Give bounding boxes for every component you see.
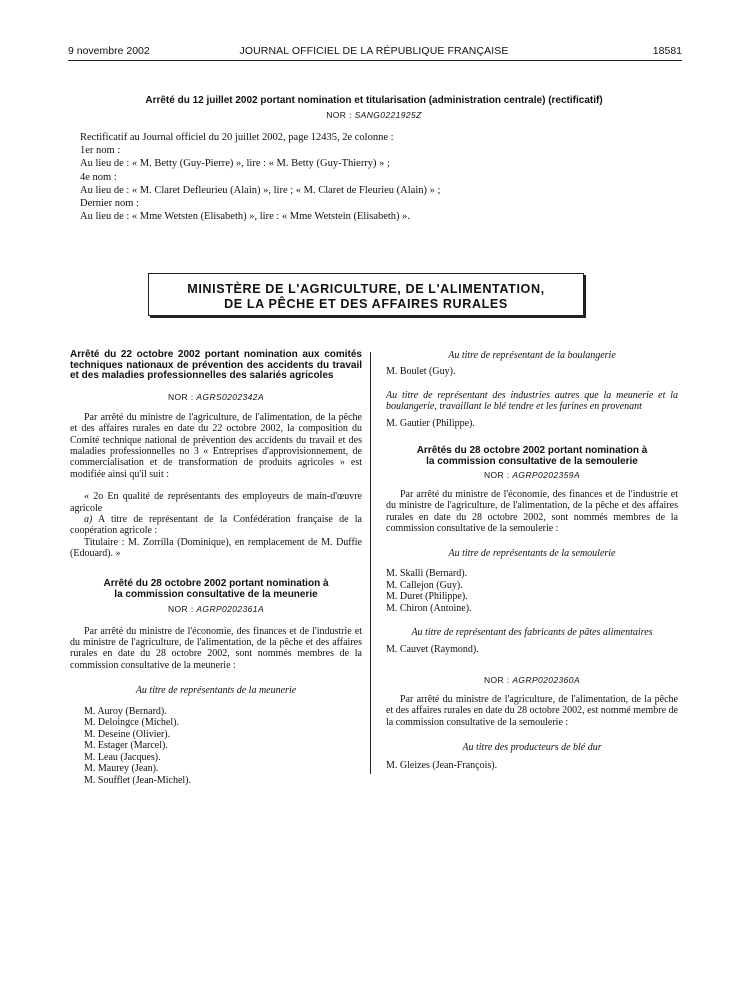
list-item: M. Chiron (Antoine). [386, 602, 472, 614]
column-divider [370, 352, 371, 774]
decree-nor: NOR : AGRP0202359A [483, 470, 581, 481]
top-decree-nor: NOR : SANG0221925Z [326, 110, 422, 120]
header-rule [68, 60, 682, 61]
top-line: Au lieu de : « M. Claret Defleurieu (Alain) », lire ; « M. Claret de Fleurieu (Alain) » ; [80, 184, 441, 196]
decree-paragraph: Par arrêté du ministre de l'économie, des finances et de l'industrie et du ministre de l'agriculture, de l'alimentation, de la pêche et des affaires rurales en date du 28 octobre 2002, sont nommés membres de la commission consultative de la meunerie : [70, 625, 362, 671]
section-subtitle: Au titre de représentants de la semoulerie [448, 547, 616, 559]
top-line: 1er nom : [80, 145, 121, 157]
list-item: M. Duret (Philippe). [386, 591, 468, 603]
decree-nor: NOR : AGRP0202360A [483, 674, 581, 685]
top-line: Dernier nom : [80, 198, 139, 210]
header-date: 9 novembre 2002 [68, 45, 150, 57]
name-list [70, 706, 362, 787]
left-column [70, 350, 362, 786]
decree-title: Arrêtés du 28 octobre 2002 portant nomination à la commission consultative de la semoulerie [416, 445, 648, 468]
decree-nor: NOR : AGRS0202342A [167, 391, 265, 402]
ministry-title-line: MINISTÈRE DE L'AGRICULTURE, DE L'ALIMENTATION, [187, 282, 545, 296]
section-subtitle: Au titre de représentant des fabricants de pâtes alimentaires [411, 627, 653, 639]
list-item: M. Cauvet (Raymond). [386, 644, 479, 656]
list-item: M. Gautier (Philippe). [386, 417, 475, 429]
section-subtitle: Au titre de représentant de la boulangerie [448, 350, 616, 361]
list-item: M. Maurey (Jean). [84, 763, 159, 775]
list-item: M. Gleizes (Jean-François). [386, 759, 498, 771]
list-item: M. Leau (Jacques). [84, 751, 161, 763]
list-item: M. Auroy (Bernard). [84, 705, 167, 717]
list-item: M. Deseine (Olivier). [84, 728, 171, 740]
decree-nor: NOR : AGRP0202361A [167, 603, 265, 614]
list-item: M. Skalli (Bernard). [386, 568, 468, 580]
list-item: M. Deloingce (Michel). [84, 717, 179, 729]
section-subtitle: Au titre de représentants de la meunerie [135, 685, 297, 697]
decree-paragraph: Par arrêté du ministre de l'économie, des finances et de l'industrie et du ministre de l'agriculture, de l'alimentation, de la pêche et des affaires rurales en date du 28 octobre 2002, sont nommés membres de la commission consultative de la semoulerie : [386, 489, 678, 535]
name-list [386, 568, 678, 614]
decree-title: Arrêté du 22 octobre 2002 portant nomination aux comités techniques nationaux de prévention des accidents du travail et des maladies professionnelles des salariés agricoles [70, 349, 362, 382]
top-line: Au lieu de : « M. Betty (Guy-Pierre) », lire : « M. Betty (Guy-Thierry) » ; [80, 158, 390, 170]
decree-paragraph: a) A titre de représentant de la Confédération française de la coopération agricole : [70, 514, 362, 537]
section-subtitle: Au titre de représentant des industries autres que la meunerie et la boulangerie, travaillant le blé tendre et les farines en provenant [386, 389, 678, 413]
journal-title: JOURNAL OFFICIEL DE LA RÉPUBLIQUE FRANÇAISE [239, 45, 509, 57]
list-item: M. Soufflet (Jean-Michel). [84, 774, 192, 786]
page-number: 18581 [652, 45, 682, 57]
decree-paragraph: Titulaire : M. Zorrilla (Dominique), en remplacement de M. Duffie (Edouard). » [70, 536, 362, 560]
decree-paragraph: « 2o En qualité de représentants des employeurs de main-d'œuvre agricole [70, 491, 362, 514]
decree-title: Arrêté du 28 octobre 2002 portant nomination à la commission consultative de la meunerie [103, 577, 329, 600]
ministry-heading-box [148, 273, 584, 316]
list-item: M. Callejon (Guy). [386, 579, 463, 591]
right-column [386, 350, 678, 771]
top-decree-body [80, 131, 670, 223]
top-line: Rectificatif au Journal officiel du 20 juillet 2002, page 12435, 2e colonne : [80, 132, 394, 143]
top-decree-title: Arrêté du 12 juillet 2002 portant nomination et titularisation (administration centrale) (rectificatif) [145, 95, 603, 106]
section-subtitle: Au titre des producteurs de blé dur [462, 742, 602, 754]
ministry-title-line: DE LA PÊCHE ET DES AFFAIRES RURALES [224, 296, 508, 311]
ministry-title [149, 282, 583, 311]
list-item: M. Estager (Marcel). [84, 740, 168, 752]
top-line: Au lieu de : « Mme Wetsten (Elisabeth) », lire : « Mme Wetstein (Elisabeth) ». [80, 211, 411, 223]
decree-paragraph: Par arrêté du ministre de l'agriculture, de l'alimentation, de la pêche et des affaires rurales en date du 28 octobre 2002, est nommé membre de la commission consultative de la semoulerie : [386, 693, 678, 728]
top-line: 4e nom : [80, 171, 117, 183]
list-item: M. Boulet (Guy). [386, 366, 456, 378]
decree-paragraph: Par arrêté du ministre de l'agriculture, de l'alimentation, de la pêche et des affaires rurales en date du 22 octobre 2002, la composition du Comité technique national de prévention des accidents du travail et des maladies professionnelles no 3 « Entreprises d'approvisionnement, de commercialisation et de transformation de produits agricoles » est modifiée ainsi qu'il suit : [70, 411, 362, 480]
